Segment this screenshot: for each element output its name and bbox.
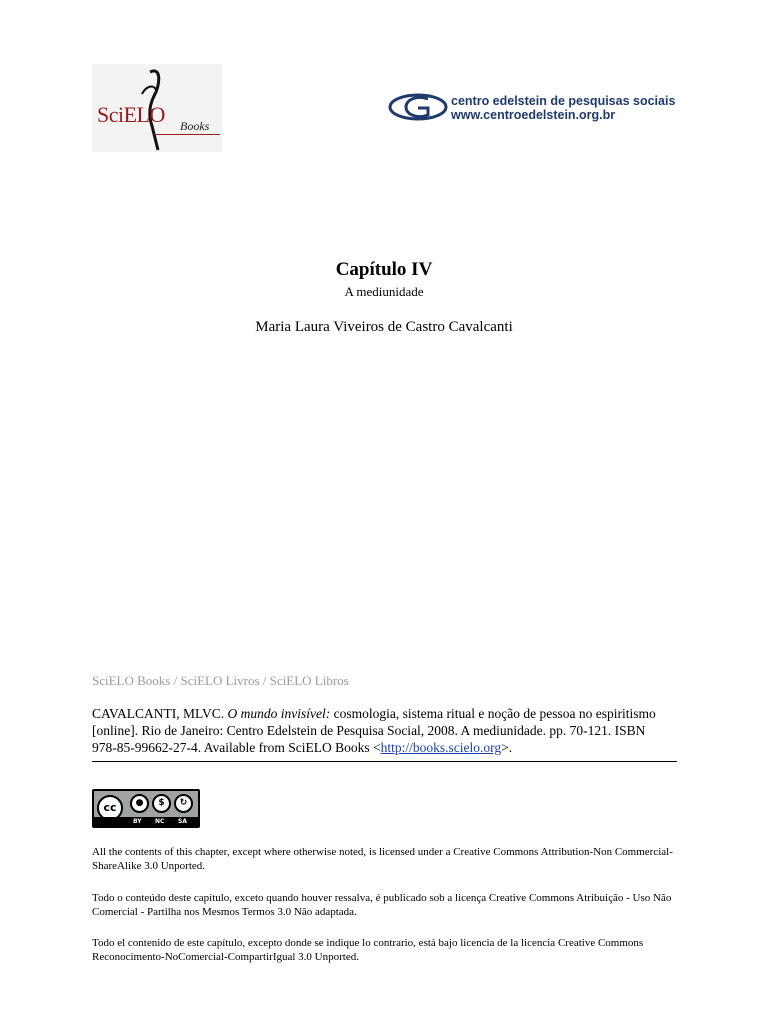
cc-badge-label-strip (94, 817, 198, 826)
citation-details: cosmologia, sistema ritual e noção de pessoa no espiritismo [online]. Rio de Janeiro: Centro Edelstein de Pesquisa Social, 2008. A mediunidade. pp. 70-121. ISBN 978-85-99662-27-4. Available from SciELO Books < (92, 706, 656, 755)
centro-edelstein-logo (388, 92, 678, 126)
scielo-logo-books-text: Books (180, 119, 210, 133)
chapter-author: Maria Laura Viveiros de Castro Cavalcanti (255, 319, 513, 335)
chapter-title: Capítulo IV (335, 259, 433, 280)
noncommercial-dollar-icon: $ (152, 794, 171, 813)
cc-sa-label: SA (178, 818, 187, 825)
cc-nc-label: NC (155, 818, 165, 825)
series-line: SciELO Books / SciELO Livros / SciELO Libros (92, 673, 349, 688)
citation-tail: >. (501, 740, 513, 755)
centro-edelstein-emblem-icon (388, 93, 448, 123)
license-text-english: All the contents of this chapter, except where otherwise noted, is licensed under a Creative Commons Attribution-Non Commercial-ShareAlike 3.0 Unported. (92, 846, 673, 872)
citation-divider (92, 761, 677, 762)
citation-author: CAVALCANTI, MLVC. (92, 706, 225, 721)
scielo-books-logo (92, 64, 222, 152)
centro-edelstein-url: www.centroedelstein.org.br (451, 108, 616, 122)
citation-book-title: O mundo invisível: (227, 706, 331, 721)
attribution-person-icon: ● (130, 794, 149, 813)
scielo-logo-text: SciELO (97, 102, 165, 127)
sharealike-icon: ↻ (174, 794, 193, 813)
citation (92, 705, 672, 756)
cc-icon: cc (97, 795, 123, 821)
scielo-logo-underline (154, 134, 220, 135)
license-text-portuguese: Todo o conteúdo deste capítulo, exceto quando houver ressalva, é publicado sob a licença Creative Commons Atribuição - Uso Não Comercial - Partilha nos Mesmos Termos 3.0 Não adaptada. (92, 892, 672, 918)
creative-commons-badge (92, 789, 200, 828)
centro-edelstein-name: centro edelstein de pesquisas sociais (451, 94, 676, 108)
cc-by-label: BY (133, 818, 142, 825)
license-text-spanish: Todo el contenido de este capítulo, excepto donde se indique lo contrario, está bajo licencia de la licencia Creative Commons Reconocimento-NoComercial-CompartirIgual 3.0 Unported. (92, 937, 644, 963)
chapter-subtitle: A mediunidade (344, 284, 424, 299)
scielo-books-link[interactable]: http://books.scielo.org (380, 740, 502, 755)
